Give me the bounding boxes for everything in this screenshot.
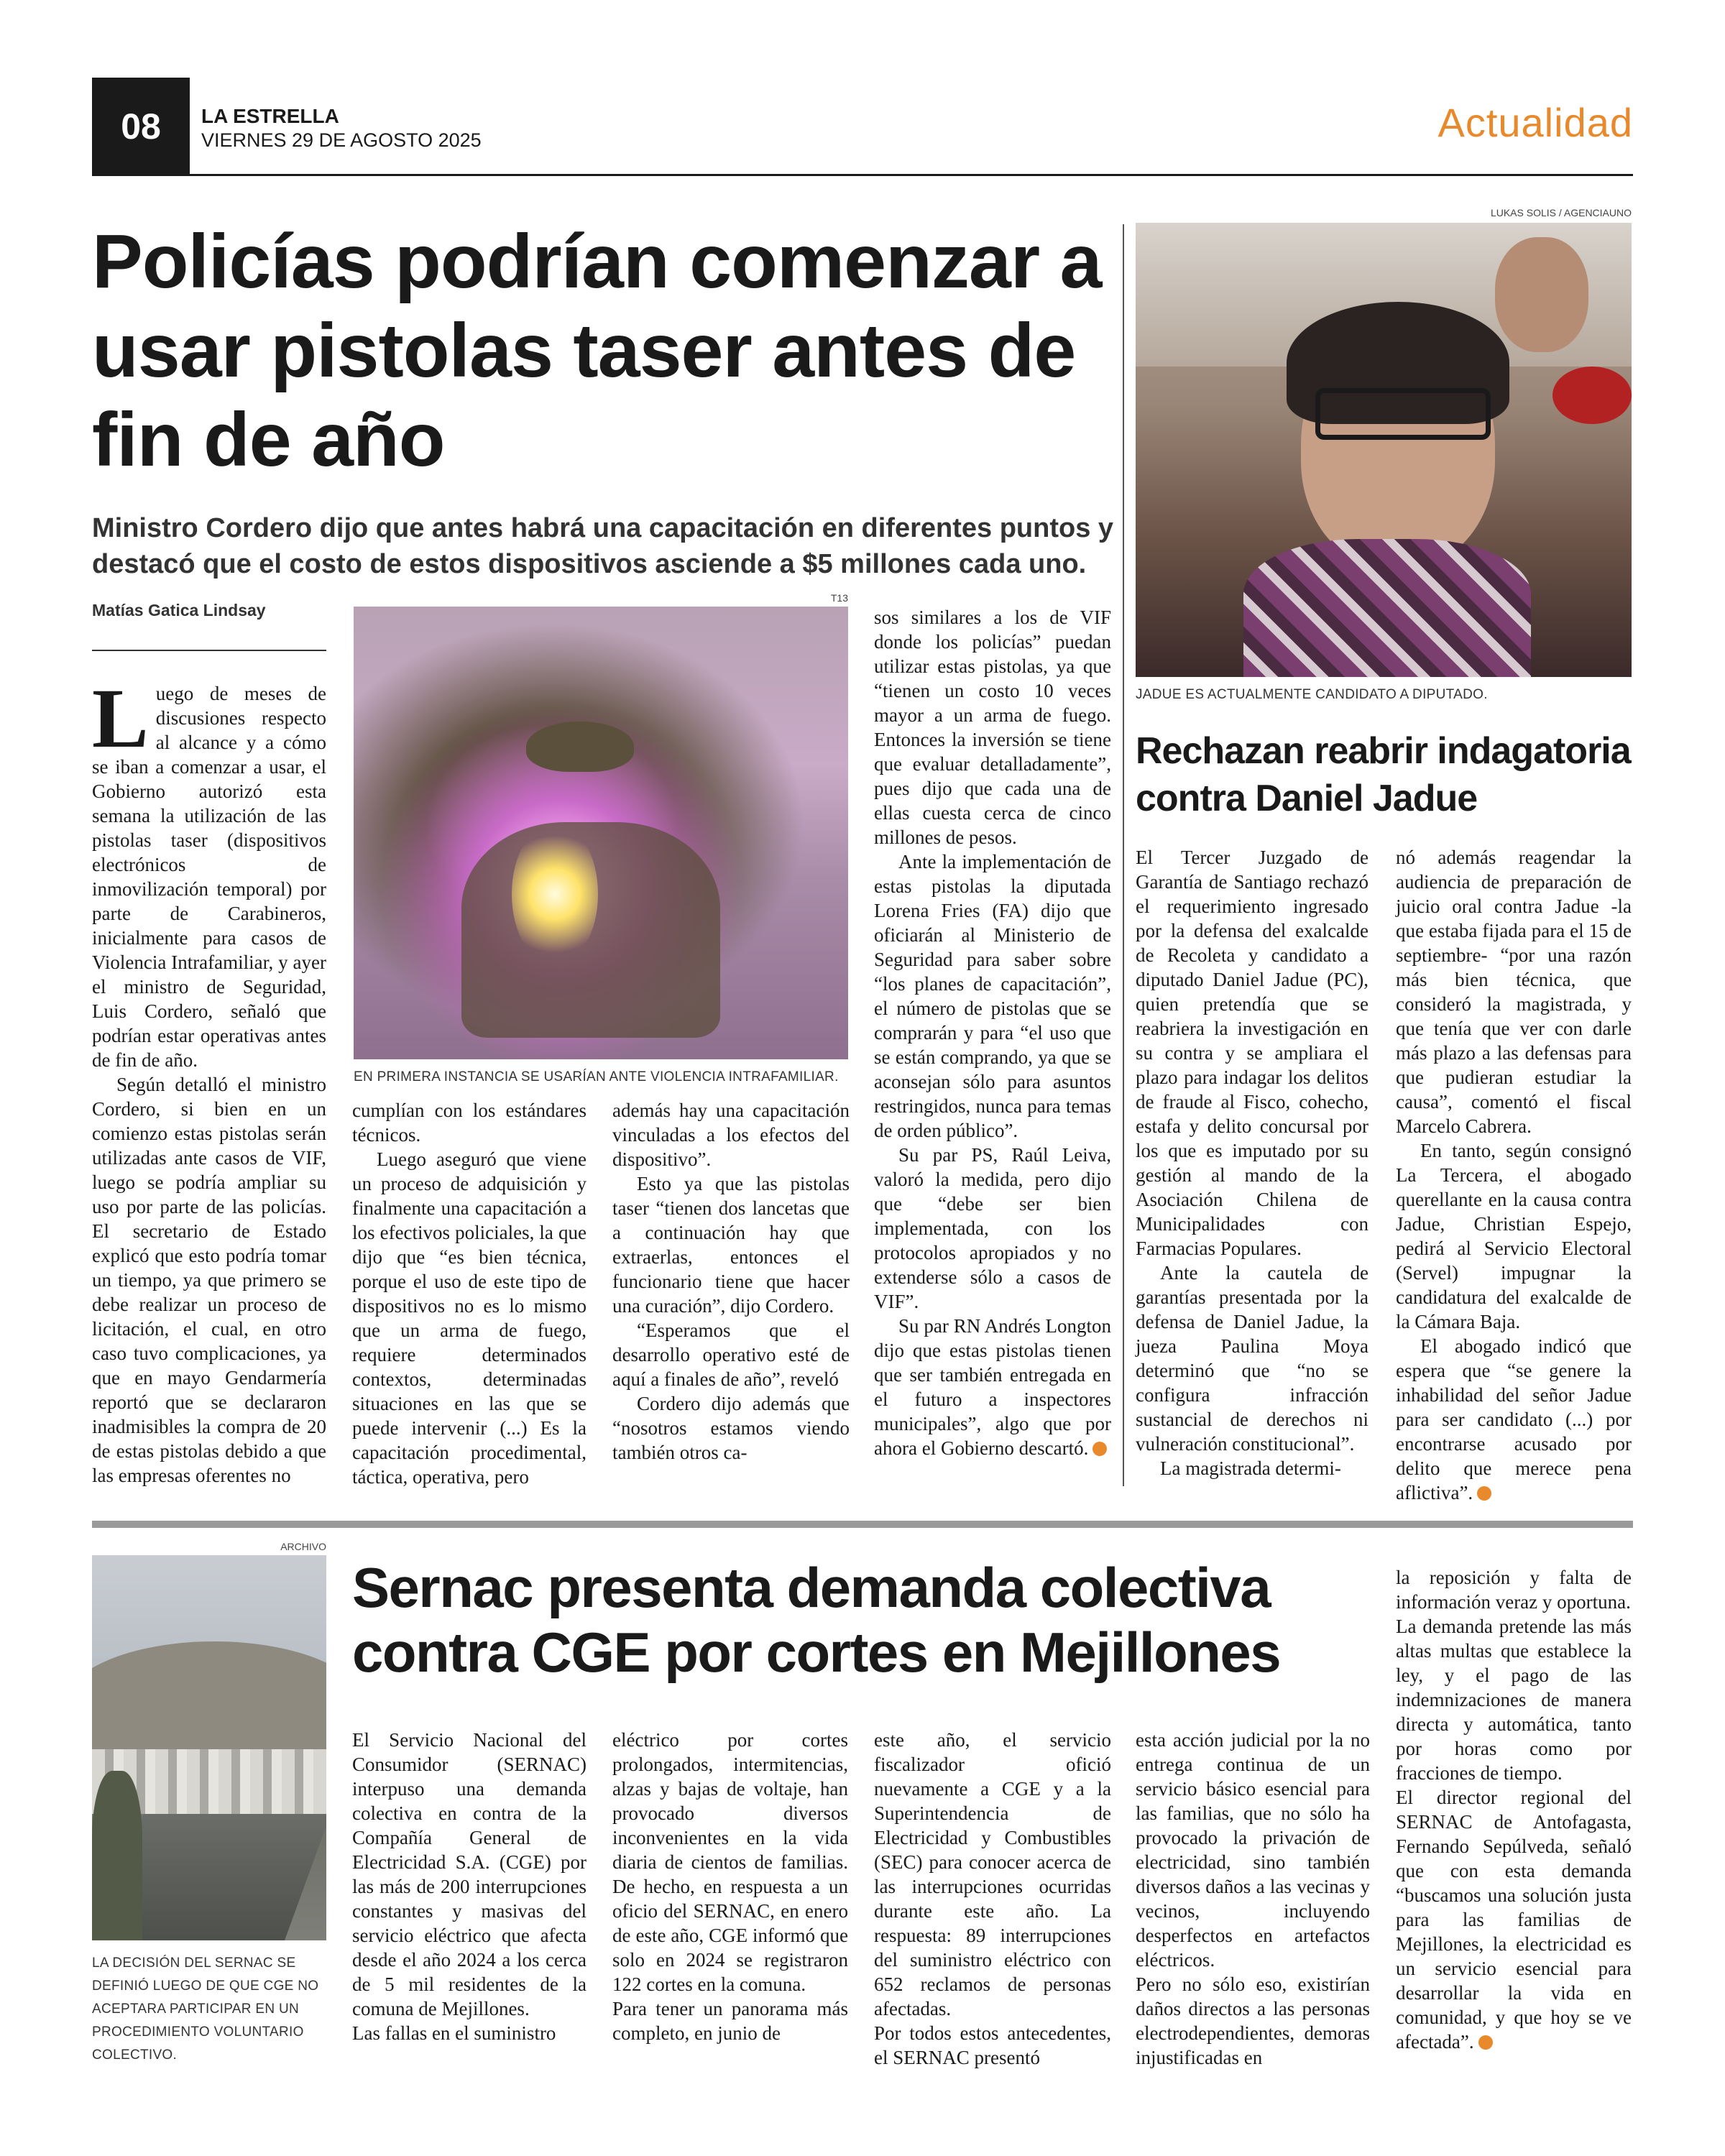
side-column-2 <box>1396 845 1632 1505</box>
main-column-2 <box>352 1098 586 1489</box>
bottom-col4-p2: Pero no sólo eso, existirían daños directos a las personas electrodependientes, demoras injustificadas en <box>1136 1973 1370 2068</box>
side-col2-p1: nó además reagendar la audiencia de preparación de juicio oral contra Jadue -la que estaba fijada para el 15 de septiembre- “por una razón más bien técnica, que consideró la magistrada, y que tenía que ver con darle más plazo a las defensas para que pudieran estudiar la causa”, comentó el fiscal Marcelo Cabrera. <box>1396 847 1632 1137</box>
main-col4-p2: Ante la implementación de estas pistolas la diputada Lorena Fries (FA) dijo que oficiarán al Ministerio de Seguridad para saber sobre “los planes de capacitación”, el número de pistolas que se comprarán y para “el uso que se están comprando, ya que se aconsejan sólo para asuntos restringidos, nunca para temas de orden público”. <box>874 851 1111 1141</box>
main-headline: Policías podrían comenzar a usar pistolas taser antes de fin de año <box>92 219 1102 482</box>
page-number: 08 <box>92 78 190 175</box>
publication-name: LA ESTRELLA <box>201 105 339 127</box>
side-photo-caption: JADUE ES ACTUALMENTE CANDIDATO A DIPUTADO. <box>1136 687 1488 702</box>
byline-rule <box>92 650 326 651</box>
main-col1-p1: uego de meses de discusiones respecto al alcance y a cómo se iban a comenzar a usar, el Gobierno autorizó esta semana la utilización de las pistolas taser (dispositivos electrónicos de inmovilización temporal) por parte de Carabineros, inicialmente para casos de Violencia Intrafamiliar, y ayer el ministro de Seguridad, Luis Cordero, señaló que podrían estar operativas antes de fin de año. <box>92 683 326 1071</box>
bottom-col5-p3: El director regional del SERNAC de Antofagasta, Fernando Sepúlveda, señaló que con esta demanda “buscamos una solución justa para las familias de Mejillones, la electricidad es un servicio esencial para desarrollar la vida en comunidad, y que hoy se ve afectada”. <box>1396 1787 1632 2053</box>
main-photo-caption: EN PRIMERA INSTANCIA SE USARÍAN ANTE VIOLENCIA INTRAFAMILIAR. <box>354 1069 839 1084</box>
byline: Matías Gatica Lindsay <box>92 601 266 619</box>
publication-date: VIERNES 29 DE AGOSTO 2025 <box>201 129 482 151</box>
person-glasses <box>1315 388 1491 440</box>
main-col4-p1: sos similares a los de VIF donde los policías” puedan utilizar estas pistolas, ya que “tienen un costo 10 veces mayor a un arma de fuego. Entonces la inversión se tiene que evaluar detalladamente”, pues dijo que cada una de ellas cuesta cerca de cinco millones de pesos. <box>874 607 1111 848</box>
bottom-col3-p1: este año, el servicio fiscalizador ofició nuevamente a CGE y a la Superintendencia de Electricidad y Combustibles (SEC) para conocer acerca de las interrupciones ocurridas durante este año. La respuesta: 89 interrupciones del suministro eléctrico con 652 reclamos de personas afectadas. <box>874 1729 1111 2019</box>
section-label: Actualidad <box>1438 100 1633 145</box>
main-subhead: Ministro Cordero dijo que antes habrá una capacitación en diferentes puntos y destacó que el costo de estos dispositivos asciende a $5 millones cada uno. <box>92 513 1114 579</box>
column-divider <box>1123 224 1124 1486</box>
side-column-1 <box>1136 845 1368 1480</box>
bottom-col3-p2: Por todos estos antecedentes, el SERNAC presentó <box>874 2022 1111 2068</box>
end-mark-icon <box>1477 1486 1491 1501</box>
bottom-col5-p2: La demanda pretende las más altas multas que establece la ley, y el pago de las indemnizaciones de manera directa y automática, tanto por horas como por fracciones de tiempo. <box>1396 1616 1632 1784</box>
palm-trees <box>92 1771 142 1940</box>
main-col2-p1: cumplían con los estándares técnicos. <box>352 1100 586 1146</box>
main-col2-p2: Luego aseguró que viene un proceso de adquisición y finalmente una capacitación a los efectivos policiales, la que dijo que “es bien técnica, porque el uso de este tipo de dispositivos no es lo mismo que un arma de fuego, requiere determinados contextos, determinadas situaciones en las que se puede intervenir (...) Es la capacitación procedimental, táctica, operativa, pero <box>352 1148 586 1488</box>
bottom-col2-p1: eléctrico por cortes prolongados, intermitencias, alzas y bajas de voltaje, han provocado diversos inconvenientes en la vida diaria de cientos de familias. De hecho, en respuesta a un oficio del SERNAC, en enero de este año, CGE informó que solo en 2024 se registraron 122 cortes en la comuna. <box>612 1729 848 1995</box>
taser-flash <box>512 822 598 966</box>
microphone <box>1552 367 1632 424</box>
main-column-4 <box>874 605 1111 1460</box>
main-col4-p4: Su par RN Andrés Longton dijo que estas pistolas tienen que ser también entregada en el futuro a inspectores municipales”, algo que por ahora el Gobierno descartó. <box>874 1315 1111 1459</box>
bottom-col2-p2: Para tener un panorama más completo, en junio de <box>612 1998 848 2044</box>
bottom-column-2 <box>612 1728 848 2045</box>
main-col3-p1: además hay una capacitación vinculadas a los efectos del dispositivo”. <box>612 1100 850 1170</box>
main-col1-p2: Según detalló el ministro Cordero, si bien en un comienzo estas pistolas serán utilizadas ante casos de VIF, luego se podría ampliar su uso por parte de las policías. El secretario de Estado explicó que esto podría tomar un tiempo, ya que primero se debe realizar un proceso de licitación, el cual, en otro caso tuvo complicaciones, ya que en mayo Gendarmería reportó que se declararon inadmisibles la compra de 20 de estas pistolas debido a que las empresas oferentes no <box>92 1074 326 1486</box>
officer-cap <box>526 722 634 772</box>
bottom-headline: Sernac presenta demanda colectiva contra CGE por cortes en Mejillones <box>352 1556 1281 1684</box>
main-col3-p3: “Esperamos que el desarrollo operativo esté de aquí a finales de año”, reveló <box>612 1319 850 1390</box>
taser-photo <box>354 607 848 1059</box>
main-photo-credit: T13 <box>830 592 848 604</box>
page-header <box>92 78 1633 175</box>
bystander-right <box>1495 237 1588 352</box>
side-col2-p3: El abogado indicó que espera que “se genere la inhabilidad del señor Jadue para ser candidato (...) por encontrarse acusado por delito que merece pena aflictiva”. <box>1396 1335 1632 1503</box>
end-mark-icon <box>1478 2035 1493 2050</box>
dropcap: L <box>92 671 149 765</box>
bottom-column-3 <box>874 1728 1111 2070</box>
side-photo-credit: LUKAS SOLIS / AGENCIAUNO <box>1490 207 1632 218</box>
bottom-col1-p1: El Servicio Nacional del Consumidor (SERNAC) interpuso una demanda colectiva en contra de la Compañía General de Electricidad S.A. (CGE) por las más de 200 interrupciones constantes y masivas del servicio eléctrico que afecta desde el año 2024 a los cerca de 5 mil residentes de la comuna de Mejillones. <box>352 1729 586 2019</box>
end-mark-icon <box>1092 1442 1107 1456</box>
bottom-col5-p1: la reposición y falta de información veraz y oportuna. <box>1396 1567 1632 1613</box>
section-rule <box>92 1521 1633 1528</box>
side-col1-p1: El Tercer Juzgado de Garantía de Santiago rechazó el requerimiento ingresado por la defensa del exalcalde de Recoleta y candidato a diputado Daniel Jadue (PC), quien pretendía que se reabriera la investigación en su contra y se ampliara el plazo para indagar los delitos de fraude al Fisco, cohecho, estafa y delito concursal por los que es imputado por su gestión al mando de la Asociación Chilena de Municipalidades con Farmacias Populares. <box>1136 847 1368 1259</box>
side-col1-p3: La magistrada determi- <box>1160 1457 1341 1479</box>
bottom-column-4 <box>1136 1728 1370 2070</box>
bottom-column-1 <box>352 1728 586 2045</box>
bottom-col1-p2: Las fallas en el suministro <box>352 2022 556 2044</box>
main-column-3 <box>612 1098 850 1465</box>
main-col3-p2: Esto ya que las pistolas taser “tienen dos lancetas que a continuación hay que extraerlas, entonces el funcionario tiene que hacer una curación”, dijo Cordero. <box>612 1173 850 1317</box>
side-col1-p2: Ante la cautela de garantías presentada por la defensa de Daniel Jadue, la jueza Paulina Moya determinó que “no se configura infracción sustancial de derechos ni vulneración constitucional”. <box>1136 1262 1368 1455</box>
person-scarf <box>1243 539 1531 677</box>
side-col2-p2: En tanto, según consignó La Tercera, el abogado querellante en la causa contra Jadue, Christian Espejo, pedirá al Servicio Electoral (Servel) impugnar la candidatura del exalcalde de la Cámara Baja. <box>1396 1140 1632 1332</box>
main-col3-p4: Cordero dijo además que “nosotros estamos viendo también otros ca- <box>612 1393 850 1463</box>
bottom-column-5 <box>1396 1565 1632 2054</box>
main-col4-p3: Su par PS, Raúl Leiva, valoró la medida, pero dijo que “debe ser bien implementada, con los protocolos apropiados y no extenderse sólo a casos de VIF”. <box>874 1144 1111 1312</box>
jadue-photo <box>1136 223 1632 677</box>
side-headline: Rechazan reabrir indagatoria contra Daniel Jadue <box>1136 730 1631 819</box>
bottom-col4-p1: esta acción judicial por la no entrega continua de un servicio básico esencial para las familias, que no sólo ha provocado la privación de electricidad, sino también diversos daños a las vecinas y vecinos, incluyendo desperfectos en artefactos eléctricos. <box>1136 1729 1370 1971</box>
bottom-photo-credit: ARCHIVO <box>280 1541 326 1552</box>
main-column-1 <box>92 671 326 1488</box>
mejillones-photo <box>92 1555 326 1940</box>
header-rule <box>92 174 1633 176</box>
bottom-photo-caption: LA DECISIÓN DEL SERNAC SE DEFINIÓ LUEGO DE QUE CGE NO ACEPTARA PARTICIPAR EN UN PROCEDIMIENTO VOLUNTARIO COLECTIVO. <box>92 1955 319 2063</box>
